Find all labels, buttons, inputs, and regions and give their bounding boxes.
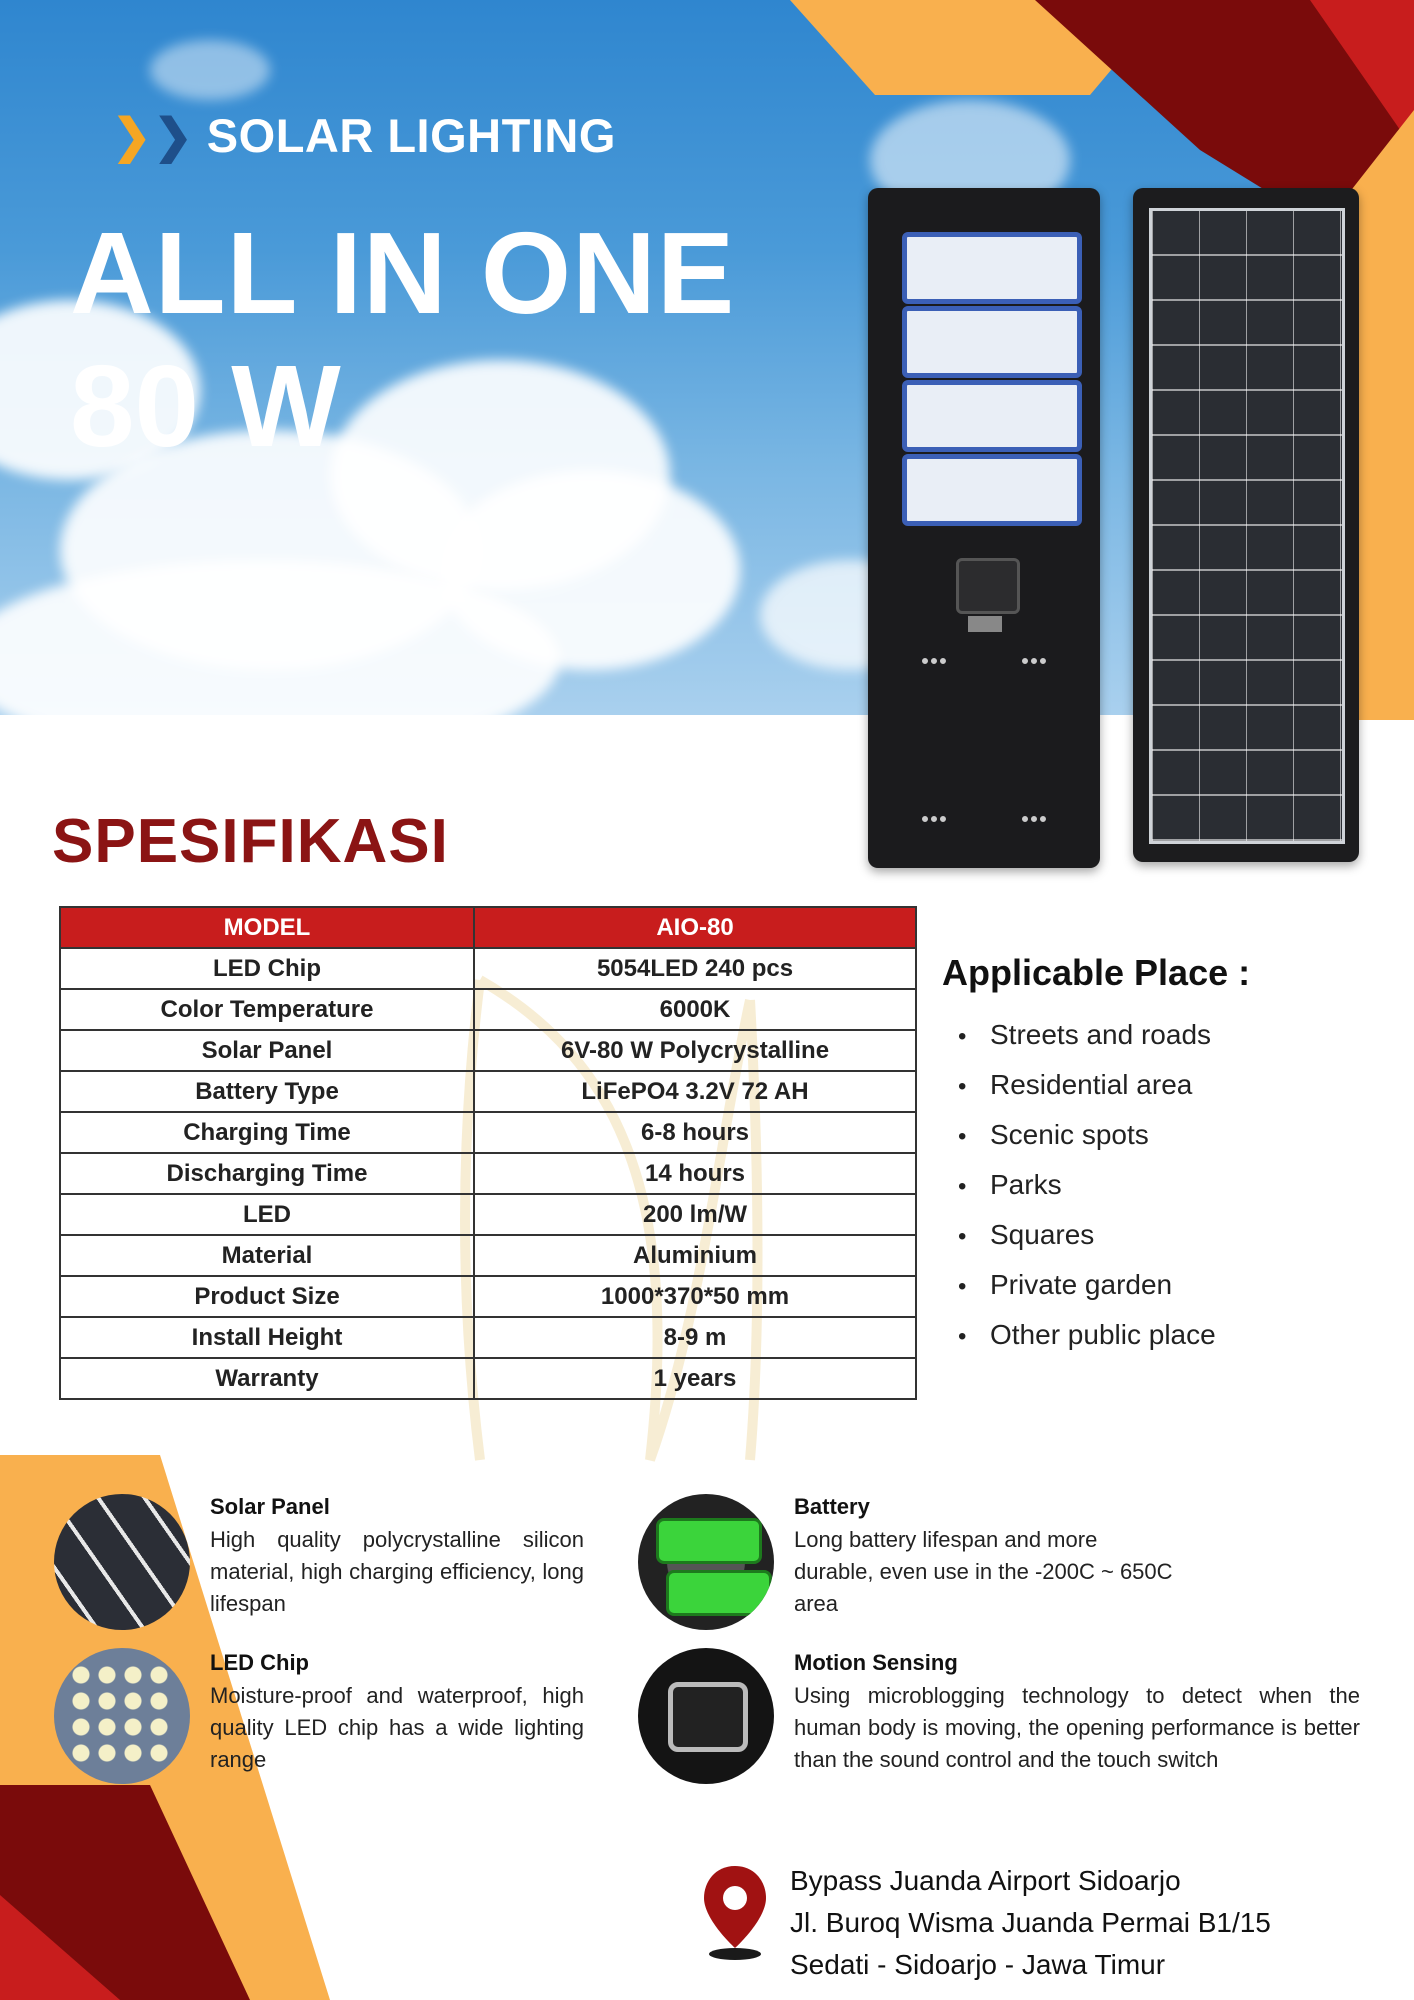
table-row xyxy=(60,948,916,989)
location-pin-icon xyxy=(700,1862,770,1962)
spec-value: 1 years xyxy=(474,1358,916,1399)
spec-table xyxy=(59,906,917,1400)
list-item: • Scenic spots xyxy=(958,1110,1216,1160)
list-item: • Squares xyxy=(958,1210,1216,1260)
kicker-text: SOLAR LIGHTING xyxy=(206,109,616,162)
kicker-heading xyxy=(112,108,616,164)
spec-table-header xyxy=(60,907,916,948)
table-row xyxy=(60,1317,916,1358)
chevron-right-icon: ❯ xyxy=(153,109,193,162)
spec-header-value: AIO-80 xyxy=(474,907,916,948)
feature-text-motion-sensing: Using microblogging technology to detect when the human body is moving, the opening performance is better than the sound control and the touch switch xyxy=(794,1683,1360,1772)
table-row xyxy=(60,1112,916,1153)
spec-value: 6V-80 W Polycrystalline xyxy=(474,1030,916,1071)
screw-holes xyxy=(922,816,946,828)
spec-label: Discharging Time xyxy=(60,1153,474,1194)
spec-label: Install Height xyxy=(60,1317,474,1358)
solar-panel-product-image xyxy=(1133,188,1359,862)
spec-value: LiFePO4 3.2V 72 AH xyxy=(474,1071,916,1112)
screw-holes xyxy=(922,658,946,670)
list-item: • Residential area xyxy=(958,1060,1216,1110)
table-row xyxy=(60,1030,916,1071)
solar-panel-grid xyxy=(1149,208,1345,844)
spec-value: 1000*370*50 mm xyxy=(474,1276,916,1317)
spec-value: Aluminium xyxy=(474,1235,916,1276)
applicable-place-title: Applicable Place : xyxy=(942,952,1251,993)
street-lamp-product-image xyxy=(868,188,1100,868)
table-row xyxy=(60,1194,916,1235)
led-chip-icon xyxy=(54,1648,190,1784)
led-module xyxy=(902,380,1082,452)
spec-section-title: SPESIFIKASI xyxy=(52,807,449,876)
sensor-label xyxy=(968,616,1002,632)
feature-text-led-chip: Moisture-proof and waterproof, high quality LED chip has a wide lighting range xyxy=(210,1683,584,1772)
page-subtitle-wattage: 80 W xyxy=(70,341,341,471)
list-item: • Parks xyxy=(958,1160,1216,1210)
table-row xyxy=(60,1071,916,1112)
table-row xyxy=(60,1235,916,1276)
spec-label: LED Chip xyxy=(60,948,474,989)
feature-title-led-chip: LED Chip xyxy=(210,1650,309,1675)
battery-icon xyxy=(638,1494,774,1630)
page-title: ALL IN ONE xyxy=(70,208,736,338)
spec-label: Solar Panel xyxy=(60,1030,474,1071)
list-item: • Streets and roads xyxy=(958,1010,1216,1060)
feature-text-solar-panel: High quality polycrystalline silicon material, high charging efficiency, long lifespan xyxy=(210,1527,584,1616)
motion-sensor-icon xyxy=(638,1648,774,1784)
spec-header-model: MODEL xyxy=(60,907,474,948)
screw-holes xyxy=(1022,658,1046,670)
feature-title-battery: Battery xyxy=(794,1494,870,1519)
address-line-2: Jl. Buroq Wisma Juanda Permai B1/15 xyxy=(790,1907,1271,1938)
spec-value: 200 lm/W xyxy=(474,1194,916,1235)
spec-value: 8-9 m xyxy=(474,1317,916,1358)
spec-value: 5054LED 240 pcs xyxy=(474,948,916,989)
table-row xyxy=(60,989,916,1030)
spec-label: Product Size xyxy=(60,1276,474,1317)
address-block xyxy=(790,1860,1271,1986)
spec-label: Warranty xyxy=(60,1358,474,1399)
list-item: • Other public place xyxy=(958,1310,1216,1360)
address-line-3: Sedati - Sidoarjo - Jawa Timur xyxy=(790,1949,1166,1980)
spec-value: 6-8 hours xyxy=(474,1112,916,1153)
feature-title-motion-sensing: Motion Sensing xyxy=(794,1650,958,1675)
list-item: • Private garden xyxy=(958,1260,1216,1310)
table-row xyxy=(60,1153,916,1194)
spec-label: Color Temperature xyxy=(60,989,474,1030)
spec-label: Battery Type xyxy=(60,1071,474,1112)
led-module xyxy=(902,454,1082,526)
applicable-place-list xyxy=(958,1010,1216,1360)
table-row xyxy=(60,1358,916,1399)
led-module xyxy=(902,232,1082,304)
spec-label: Material xyxy=(60,1235,474,1276)
chevron-right-icon: ❯ xyxy=(112,109,144,162)
screw-holes xyxy=(1022,816,1046,828)
solar-panel-icon xyxy=(54,1494,190,1630)
feature-text-battery: Long battery lifespan and more durable, even use in the -200C ~ 650C area xyxy=(794,1527,1173,1616)
spec-label: Charging Time xyxy=(60,1112,474,1153)
led-module xyxy=(902,306,1082,378)
spec-label: LED xyxy=(60,1194,474,1235)
feature-title-solar-panel: Solar Panel xyxy=(210,1494,330,1519)
spec-value: 14 hours xyxy=(474,1153,916,1194)
address-line-1: Bypass Juanda Airport Sidoarjo xyxy=(790,1865,1181,1896)
motion-sensor-icon xyxy=(956,558,1020,614)
table-row xyxy=(60,1276,916,1317)
spec-value: 6000K xyxy=(474,989,916,1030)
